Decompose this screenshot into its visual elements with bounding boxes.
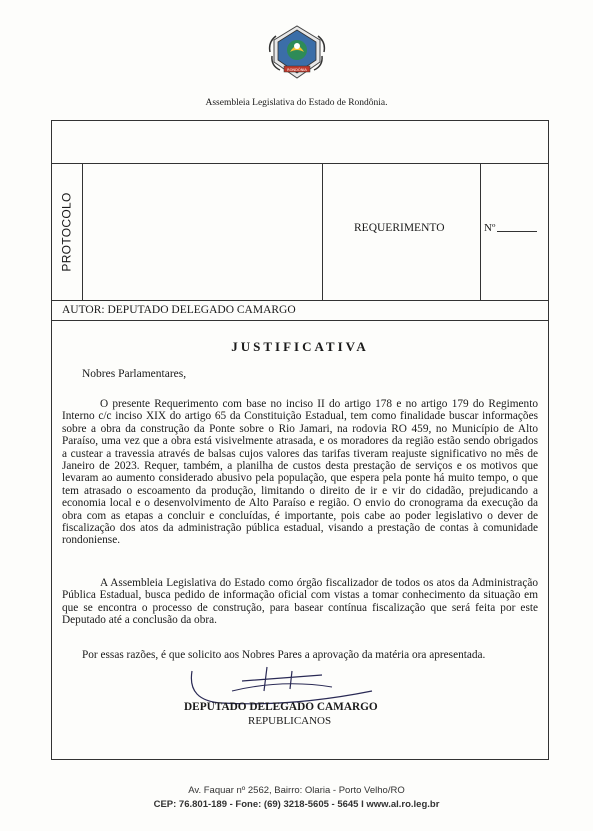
signer-party: REPUBLICANOS — [248, 715, 332, 727]
requerimento-label: REQUERIMENTO — [354, 222, 445, 234]
requerimento-form-frame — [51, 120, 549, 760]
state-seal-logo — [268, 22, 326, 82]
paragraph-1-text: O presente Requerimento com base no inciso II do artigo 178 e no artigo 179 do Regimento Interno c/c inciso XIX do artigo 65 da Constituição Estadual, tem como finalidade buscar informações sobre a obra da construção da Ponte sobre o Rio Jamari, na rodovia RO 459, no Município de Alto Paraíso, uma vez que a obra está visivelmente atrasada, e os moradores da região estão sendo obrigados a custear a travessia através de balsas cujos valores das tarifas tiveram reajuste significativo no mês de Janeiro de 2023. Requer, também, a planilha de custos desta prestação de serviços e os motivos que levaram ao aumento considerado abusivo pela população, que espera pela ponte há muito tempo, o que tem atrasado o escoamento da produção, limitando o direito de ir e vir do cidadão, prejudicando a economia local e o desenvolvimento de Alto Paraíso e região. O envio do cronograma da execução da obra com as etapas a concluir e concluídas, é importante, pois cabe ao poder legislativo o dever de fiscalização dos atos da administração pública estadual, visando a prestação de contas à comunidade rondoniense. — [62, 398, 538, 547]
signer-name: DEPUTADO DELEGADO CAMARGO — [184, 701, 378, 713]
paragraph-3-text: Por essas razões, é que solicito aos Nobres Pares a aprovação da matéria ora apresentada. — [82, 649, 486, 661]
author-line: AUTOR: DEPUTADO DELEGADO CAMARGO — [62, 304, 296, 316]
footer-address: Av. Faquar nº 2562, Bairro: Olaria - Porto Velho/RO — [188, 785, 405, 796]
paragraph-2 — [62, 577, 538, 627]
number-field — [484, 222, 537, 234]
protocol-row — [52, 163, 548, 301]
author-divider — [52, 320, 548, 321]
paragraph-1 — [62, 398, 538, 547]
protocolo-label: PROTOCOLO — [60, 192, 75, 272]
institution-header: Assembleia Legislativa do Estado de Rondônia. — [205, 98, 388, 108]
justification-title: JUSTIFICATIVA — [231, 339, 369, 354]
column-divider — [322, 164, 323, 300]
column-divider — [480, 164, 481, 300]
seal-banner-text: RONDÔNIA — [287, 68, 307, 72]
number-label: Nº — [484, 222, 496, 234]
salutation: Nobres Parlamentares, — [82, 368, 187, 380]
paragraph-3 — [62, 649, 530, 661]
footer-contact: CEP: 76.801-189 - Fone: (69) 3218-5605 - 5645 I www.al.ro.leg.br — [153, 799, 440, 810]
protocolo-cell — [52, 164, 82, 300]
column-divider — [82, 164, 83, 300]
number-blank-line — [497, 231, 537, 232]
paragraph-2-text: A Assembleia Legislativa do Estado como órgão fiscalizador de todos os atos da Administração Pública Estadual, busca pedido de informação oficial com vistas a tomar conhecimento da situação em que se encontra o processo de construção, para basear contínua fiscalização que será feita por este Deputado até a conclusão da obra. — [62, 577, 538, 627]
